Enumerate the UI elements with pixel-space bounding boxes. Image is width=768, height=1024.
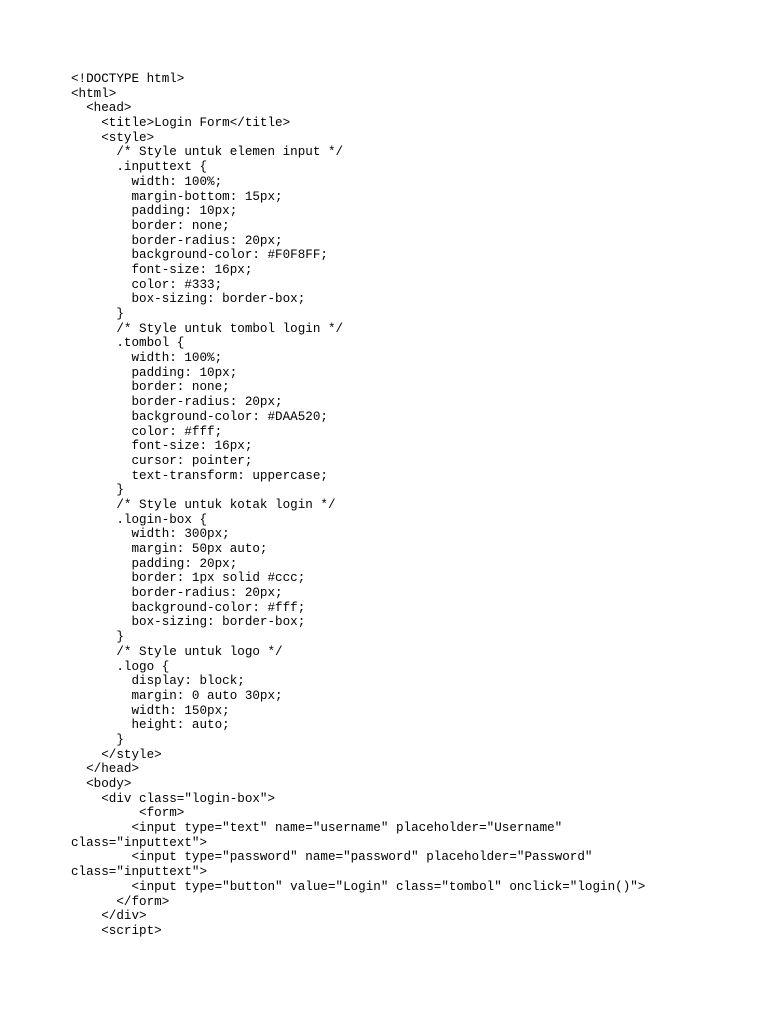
code-line: </div> [71,909,147,924]
code-line: .login-box { [71,512,208,527]
code-line: .inputtext { [71,160,208,175]
code-line: .logo { [71,659,170,674]
code-line: box-sizing: border-box; [71,292,306,307]
code-line: <!DOCTYPE html> [71,72,185,86]
code-line: <body> [71,777,132,791]
code-line: border: 1px solid #ccc; [71,571,306,586]
code-line: /* Style untuk tombol login */ [71,321,344,336]
code-line: } [71,630,124,645]
code-line: <div class="login-box"> [71,791,276,806]
code-line: box-sizing: border-box; [71,615,306,630]
code-line: /* Style untuk logo */ [71,644,283,659]
code-line: </form> [71,894,170,909]
code-listing [71,72,751,939]
code-line: width: 150px; [71,703,230,718]
code-line: padding: 20px; [71,556,238,571]
code-line: text-transform: uppercase; [71,468,328,483]
code-line: background-color: #fff; [71,600,306,615]
code-line: </head> [71,762,140,777]
code-line: font-size: 16px; [71,439,253,454]
code-line: margin-bottom: 15px; [71,189,283,204]
code-line: <input type="text" name="username" placeholder="Username" [71,821,563,836]
code-line: padding: 10px; [71,204,238,219]
code-line: <style> [71,130,155,145]
code-line: <head> [71,101,132,116]
code-line: class="inputtext"> [71,835,208,850]
code-line: font-size: 16px; [71,262,253,277]
code-line: } [71,732,124,747]
code-line: width: 300px; [71,527,230,542]
code-line: border-radius: 20px; [71,586,283,601]
code-line: color: #fff; [71,424,223,439]
code-line: } [71,483,124,498]
code-line: <title>Login Form</title> [71,116,291,131]
code-line: width: 100%; [71,174,223,189]
code-line: background-color: #DAA520; [71,409,328,424]
code-line: <html> [71,86,117,101]
code-line: height: auto; [71,718,230,733]
code-line: display: block; [71,674,245,689]
code-line: /* Style untuk elemen input */ [71,145,344,160]
code-line: <form> [71,806,185,821]
code-line: <input type="button" value="Login" class="tombol" onclick="login()"> [71,879,646,894]
code-line: border: none; [71,218,230,233]
code-line: margin: 0 auto 30px; [71,688,283,703]
code-line: border: none; [71,380,230,395]
code-line: border-radius: 20px; [71,233,283,248]
code-line: cursor: pointer; [71,453,253,468]
code-line: /* Style untuk kotak login */ [71,497,336,512]
code-line: margin: 50px auto; [71,542,268,556]
code-line: } [71,307,124,321]
code-line: background-color: #F0F8FF; [71,248,328,263]
code-line: .tombol { [71,336,185,351]
code-line: color: #333; [71,277,223,292]
code-line: </style> [71,747,162,762]
code-line: <input type="password" name="password" placeholder="Password" [71,850,593,865]
code-line: class="inputtext"> [71,865,208,880]
code-line: border-radius: 20px; [71,395,283,410]
code-line: padding: 10px; [71,365,238,380]
code-line: width: 100%; [71,351,223,366]
code-line: <script> [71,923,162,938]
